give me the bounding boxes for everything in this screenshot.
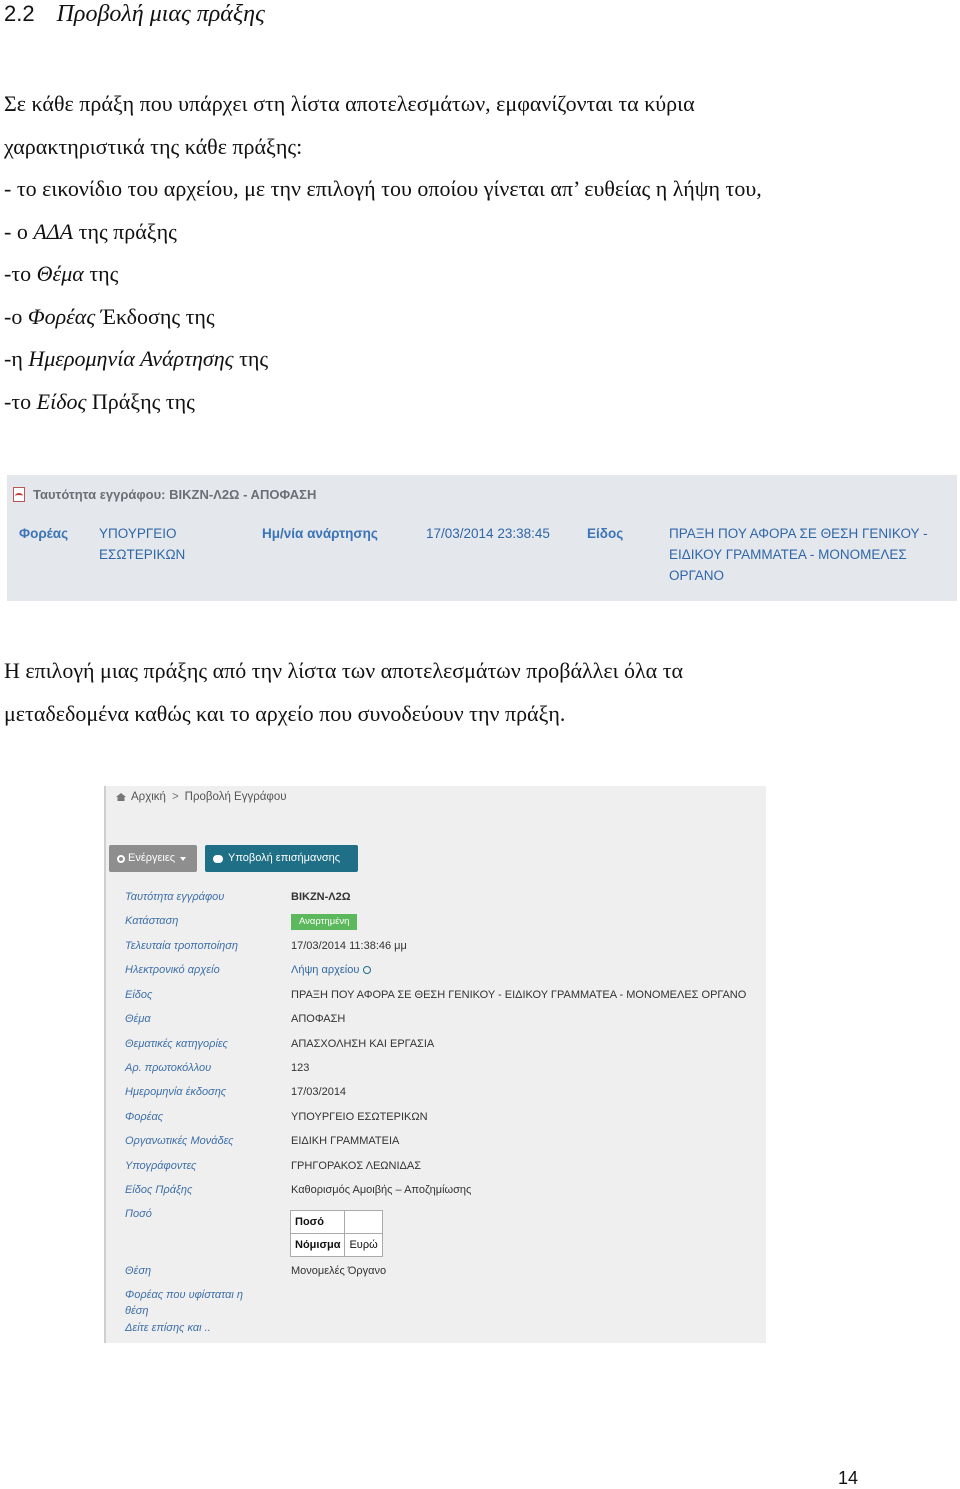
label-issue-date: Ημερομηνία έκδοσης xyxy=(125,1086,227,1098)
currency-cell: Ευρώ xyxy=(345,1234,382,1257)
value-protocol-number: 123 xyxy=(291,1062,310,1074)
label-electronic-file: Ηλεκτρονικό αρχείο xyxy=(125,964,220,976)
page-number: 14 xyxy=(838,1468,859,1488)
breadcrumb-home[interactable]: Αρχική xyxy=(131,791,166,803)
section-title: Προβολή μιας πράξης xyxy=(56,1,265,27)
value-thematic-categories: ΑΠΑΣΧΟΛΗΣΗ ΚΑΙ ΕΡΓΑΣΙΑ xyxy=(291,1038,435,1050)
type-value-line: ΠΡΑΞΗ ΠΟΥ ΑΦΟΡΑ ΣΕ ΘΕΣΗ ΓΕΝΙΚΟΥ - xyxy=(669,526,928,541)
caret-down-icon xyxy=(180,857,186,861)
intro-paragraph xyxy=(4,83,954,423)
label-org-units: Οργανωτικές Μονάδες xyxy=(125,1135,234,1147)
label-last-modified: Τελευταία τροποποίηση xyxy=(125,940,239,952)
label-document-id: Ταυτότητα εγγράφου xyxy=(125,891,225,903)
bullet-issuer: -ο Φορέας Έκδοσης της xyxy=(4,303,215,329)
value-subject: ΑΠΟΦΑΣΗ xyxy=(291,1013,346,1025)
value-document-id: ΒΙΚΖΝ-Λ2Ω xyxy=(291,891,351,903)
result-summary-card[interactable] xyxy=(7,475,957,601)
amount-table xyxy=(290,1210,383,1257)
document-identity-row[interactable] xyxy=(13,487,316,502)
label-issuer: Φορέας xyxy=(125,1111,164,1123)
value-status xyxy=(291,913,357,930)
breadcrumb-separator: > xyxy=(171,791,179,803)
currency-header: Νόμισμα xyxy=(291,1234,345,1257)
bullet-ada: - ο ΑΔΑ της πράξης xyxy=(4,218,177,244)
breadcrumb xyxy=(116,791,287,803)
document-identity[interactable]: Ταυτότητα εγγράφου: ΒΙΚΖΝ-Λ2Ω - ΑΠΟΦΑΣΗ xyxy=(33,487,317,502)
outro-line: μεταδεδομένα καθώς και το αρχείο που συνοδεύουν την πράξη. xyxy=(4,700,566,726)
home-icon[interactable] xyxy=(116,793,126,801)
value-type: ΠΡΑΞΗ ΠΟΥ ΑΦΟΡΑ ΣΕ ΘΕΣΗ ΓΕΝΙΚΟΥ - ΕΙΔΙΚΟΥ ΓΡΑΜΜΑΤΕΑ - ΜΟΝΟΜΕΛΕΣ ΟΡΓΑΝΟ xyxy=(291,989,747,1001)
download-file-link[interactable]: Λήψη αρχείου xyxy=(291,962,371,978)
comment-icon xyxy=(213,855,223,863)
label-thematic-categories: Θεματικές κατηγορίες xyxy=(125,1038,228,1050)
label-subject: Θέμα xyxy=(125,1013,151,1025)
value-issue-date: 17/03/2014 xyxy=(291,1086,347,1098)
intro-line: Σε κάθε πράξη που υπάρχει στη λίστα αποτελεσμάτων, εμφανίζονται τα κύρια xyxy=(4,91,695,116)
type-value-line: ΕΙΔΙΚΟΥ ΓΡΑΜΜΑΤΕΑ - ΜΟΝΟΜΕΛΕΣ xyxy=(669,547,907,562)
intro-line: χαρακτηριστικά της κάθε πράξης: xyxy=(4,133,303,159)
actions-dropdown-button[interactable]: Ενέργειες xyxy=(109,845,197,872)
download-icon[interactable] xyxy=(363,966,371,974)
intro-line: - το εικονίδιο του αρχείου, με την επιλογή του οποίου γίνεται απ’ ευθείας η λήψη του, xyxy=(4,176,762,201)
label-type: Είδος xyxy=(125,989,153,1001)
post-date-value: 17/03/2014 23:38:45 xyxy=(426,526,550,541)
section-heading xyxy=(4,0,265,28)
value-signatories: ΓΡΗΓΟΡΑΚΟΣ ΛΕΩΝΙΔΑΣ xyxy=(291,1160,422,1172)
type-label: Είδος xyxy=(587,526,624,541)
gear-icon xyxy=(117,855,125,863)
label-position-holder-cont: θέση xyxy=(125,1305,149,1317)
post-date-label: Ημ/νία ανάρτησης xyxy=(262,526,378,541)
label-signatories: Υπογράφοντες xyxy=(125,1160,197,1172)
label-position-holder: Φορέας που υφίσταται η xyxy=(125,1289,243,1301)
outro-line: Η επιλογή μιας πράξης από την λίστα των αποτελεσμάτων προβάλλει όλα τα xyxy=(4,658,684,683)
value-issuer: ΥΠΟΥΡΓΕΙΟ ΕΣΩΤΕΡΙΚΩΝ xyxy=(291,1111,428,1123)
breadcrumb-current: Προβολή Εγγράφου xyxy=(184,791,287,803)
issuer-value-line: ΥΠΟΥΡΓΕΙΟ xyxy=(99,526,177,541)
see-also-link[interactable]: Δείτε επίσης και .. xyxy=(125,1322,211,1334)
bullet-subject: -το Θέμα της xyxy=(4,261,119,286)
pdf-file-icon[interactable] xyxy=(13,487,25,502)
label-protocol-number: Αρ. πρωτοκόλλου xyxy=(125,1062,212,1074)
document-detail-view xyxy=(104,786,766,1343)
submit-report-button[interactable]: Υποβολή επισήμανσης xyxy=(205,845,358,872)
bullet-type: -το Είδος Πράξης της xyxy=(4,388,195,414)
amount-cell xyxy=(345,1211,382,1234)
label-position: Θέση xyxy=(125,1265,152,1277)
value-org-units: ΕΙΔΙΚΗ ΓΡΑΜΜΑΤΕΙΑ xyxy=(291,1135,400,1147)
issuer-label: Φορέας xyxy=(19,526,69,541)
outro-paragraph xyxy=(4,650,954,735)
label-amount: Ποσό xyxy=(125,1208,152,1220)
label-act-type: Είδος Πράξης xyxy=(125,1184,193,1196)
amount-header: Ποσό xyxy=(291,1211,345,1234)
bullet-post-date: -η Ημερομηνία Ανάρτησης της xyxy=(4,346,269,371)
label-status: Κατάσταση xyxy=(125,915,179,927)
issuer-value-line: ΕΣΩΤΕΡΙΚΩΝ xyxy=(99,547,186,562)
status-badge: Αναρτημένη xyxy=(291,914,357,930)
value-position: Μονομελές Όργανο xyxy=(291,1265,387,1277)
value-act-type: Καθορισμός Αμοιβής – Αποζημίωσης xyxy=(291,1184,472,1196)
section-number: 2.2 xyxy=(4,1,35,26)
value-last-modified: 17/03/2014 11:38:46 μμ xyxy=(291,940,407,952)
type-value-line: ΟΡΓΑΝΟ xyxy=(669,568,724,583)
